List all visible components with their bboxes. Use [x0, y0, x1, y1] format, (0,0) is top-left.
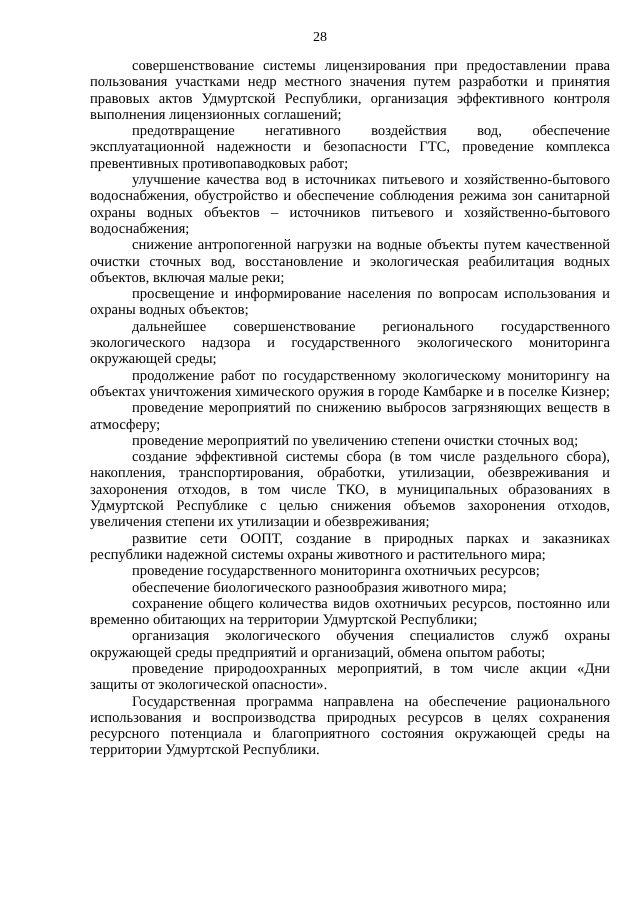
paragraph: организация экологического обучения специалистов служб охраны окружающей среды предприятий и организаций, обмена опытом работы; — [90, 628, 610, 661]
paragraph: обеспечение биологического разнообразия животного мира; — [132, 579, 507, 596]
paragraph: просвещение и информирование населения по вопросам использования и охраны водных объектов; — [90, 286, 610, 319]
document-body — [90, 58, 610, 759]
paragraph: проведение природоохранных мероприятий, в том числе акции «Дни защиты от экологической опасности». — [90, 660, 610, 694]
paragraph: снижение антропогенной нагрузки на водные объекты путем качественной очистки сточных вод, восстановление и экологическая реабилитация водных объектов, включая малые реки; — [90, 237, 610, 286]
paragraph: дальнейшее совершенствование регионального государственного экологического надзора и государственного экологического мониторинга окружающей среды; — [90, 318, 610, 368]
paragraph: Государственная программа направлена на обеспечение рационального использования и воспроизводства природных ресурсов в целях сохранения ресурсного потенциала и благоприятного состояния окружающей среды на территории Удмуртской Республики. — [90, 693, 610, 759]
paragraph: создание эффективной системы сбора (в том числе раздельного сбора), накопления, транспортирования, обработки, утилизации, обезвреживания и захоронения отходов, в том числе ТКО, в муниципальных образованиях в Удмуртской Республике с целью снижения объемов захоронения отходов, увеличения степени их утилизации и обезвреживания; — [90, 449, 610, 531]
page-number: 28 — [313, 30, 327, 45]
paragraph: проведение мероприятий по увеличению степени очистки сточных вод; — [132, 432, 579, 449]
paragraph: проведение государственного мониторинга охотничьих ресурсов; — [132, 563, 540, 580]
paragraph: продолжение работ по государственному экологическому мониторингу на объектах уничтожения химического оружия в городе Камбарке и в поселке Кизнер; — [90, 367, 610, 400]
paragraph: сохранение общего количества видов охотничьих ресурсов, постоянно или временно обитающих на территории Удмуртской Республики; — [90, 595, 610, 629]
paragraph: улучшение качества вод в источниках питьевого и хозяйственно-бытового водоснабжения, обустройство и обеспечение соблюдения режима зон санитарной охраны водных объектов – источников питьевого и хозяйственно-бытового водоснабжения; — [90, 172, 610, 237]
paragraph: развитие сети ООПТ, создание в природных парках и заказниках республики надежной системы охраны животного и растительного мира; — [90, 530, 610, 563]
paragraph: предотвращение негативного воздействия вод, обеспечение эксплуатационной надежности и безопасности ГТС, проведение комплекса превентивных противопаводковых работ; — [90, 123, 610, 172]
paragraph: проведение мероприятий по снижению выбросов загрязняющих веществ в атмосферу; — [90, 400, 610, 433]
paragraph: совершенствование системы лицензирования при предоставлении права пользования участками недр местного значения путем разработки и принятия правовых актов Удмуртской Республики, организация эффективного контроля выполнения лицензионных соглашений; — [90, 58, 610, 123]
